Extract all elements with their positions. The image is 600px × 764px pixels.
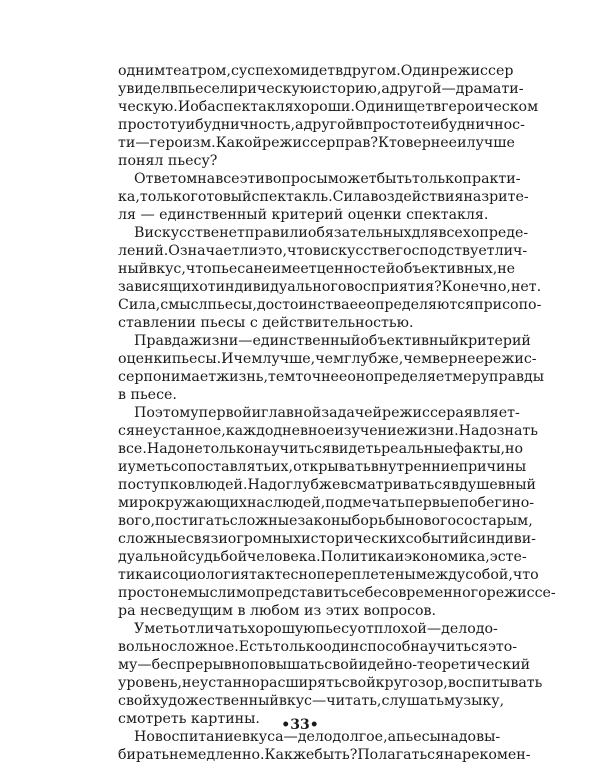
text-line: лений. Означает ли это, что в искусстве господствует лич-	[118, 243, 528, 259]
text-line: ставлении пьесы с действительностью.	[118, 315, 414, 331]
text-line: понял пьесу?	[118, 153, 218, 169]
text-line: мир окружающих нас людей, подмечать первые побеги но-	[118, 495, 535, 511]
text-line: ка, только готовый спектакль. Сила воздействия на зрите-	[118, 189, 529, 205]
paragraph	[118, 170, 529, 224]
text-line: тика и социология так тесно переплетены между собой, что	[118, 567, 539, 583]
text-line: В искусстве нет правил и обязательных для всех опреде-	[134, 225, 529, 241]
text-line: смотреть картины.	[118, 711, 260, 727]
text-line: уровень, неустанно расширять свой кругозор, воспитывать	[118, 675, 543, 691]
text-line: Уметь отличать хорошую пьесу от плохой — дело до-	[134, 621, 498, 637]
text-line: простоту и будничность, а другой в простоте и будничнос-	[118, 117, 525, 133]
text-line: Поэтому первой и главной задачей режиссера являет-	[134, 405, 520, 421]
text-line: вого, постигать сложные законы борьбы нового со старым,	[118, 513, 533, 529]
page-number: •33•	[281, 717, 319, 733]
text-line: поступков людей. Надо глубже всматриваться в душевный	[118, 477, 536, 493]
text-line: и уметь сопоставлять их, открывать внутренние причины	[118, 459, 527, 475]
text-line: оценки пьесы. И чем лучше, чем глубже, чем вернее режис-	[118, 351, 537, 367]
text-line: вольно сложное. Есть только один способ научиться это-	[118, 639, 518, 655]
text-line: одним театром, с успехом идет в другом. Один режиссер	[118, 63, 514, 79]
text-line: в пьесе.	[118, 387, 177, 403]
text-line: ра несведущим в любом из этих вопросов.	[118, 603, 437, 619]
text-line: просто немыслимо представить себе современного режиссе-	[118, 585, 556, 601]
text-line: ческую. И оба спектакля хороши. Один ищет в героическом	[118, 99, 539, 115]
text-line: свой художественный вкус — читать, слушать музыку,	[118, 693, 505, 709]
paragraph	[118, 332, 545, 404]
paragraph	[118, 620, 543, 728]
paragraph	[118, 62, 539, 170]
text-line: Правда жизни — единственный объективный критерий	[134, 333, 531, 349]
text-line: му — беспрерывно повышать свой идейно-теоретический	[118, 657, 531, 673]
body-text	[118, 62, 556, 764]
text-line: ти — героизм. Какой режиссер прав? Кто вернее и лучше	[118, 135, 515, 151]
paragraph	[118, 404, 556, 620]
text-line: зависящих от индивидуального восприятия? Конечно, нет.	[118, 279, 542, 295]
text-line: ный вкус, что пьеса не имеет ценностей объективных, не	[118, 261, 516, 277]
text-line: сложные связи огромных исторических событий с индиви-	[118, 531, 536, 547]
text-line: ля — единственный критерий оценки спектакля.	[118, 207, 489, 223]
text-line: увидел в пьесе лирическую историю, а другой — драмати-	[118, 81, 524, 97]
text-line: все. Надо не только научиться видеть реальные факты, но	[118, 441, 524, 457]
paragraph	[118, 728, 531, 764]
text-line: сер понимает жизнь, тем точнее он определяет меру правды	[118, 369, 545, 385]
text-line: дуальной судьбой человека. Политика и экономика, эсте-	[118, 549, 527, 565]
text-line: Но воспитание вкуса — дело долгое, а пьесы надо вы-	[134, 729, 501, 745]
paragraph	[118, 224, 542, 332]
text-line: бирать немедленно. Как же быть? Полагаться на рекомен-	[118, 747, 531, 763]
text-line: Сила, смысл пьесы, достоинства ее определяются при сопо-	[118, 297, 542, 313]
text-line: Ответом на все эти вопросы может быть только практи-	[134, 171, 521, 187]
text-line: ся неустанное, каждодневное изучение жизни. Надо знать	[118, 423, 538, 439]
